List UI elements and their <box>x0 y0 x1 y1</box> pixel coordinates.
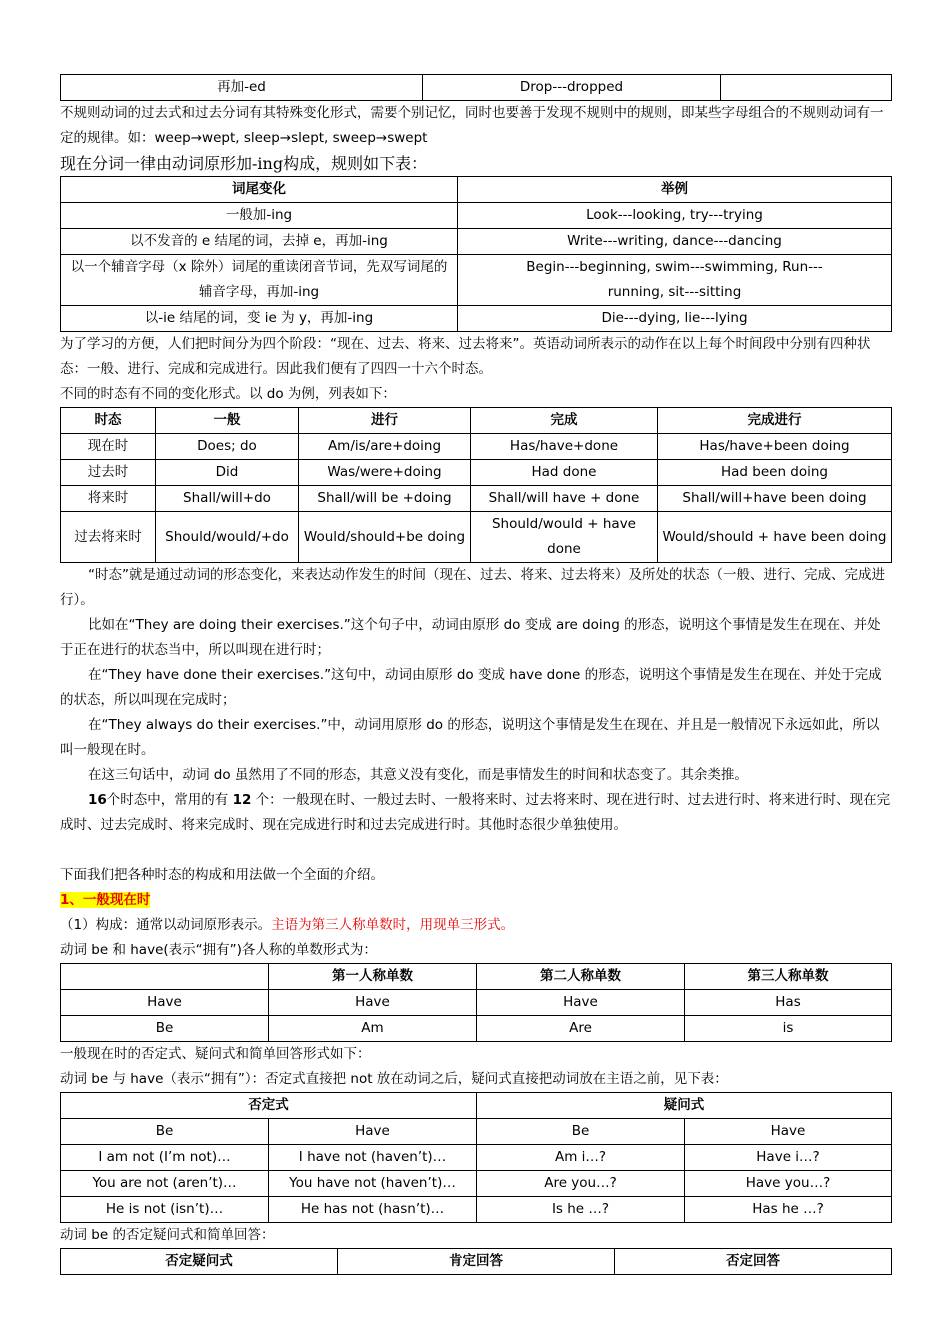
table-cell: Have <box>477 990 685 1016</box>
table-cell: Did <box>156 460 299 486</box>
table-cell: Is he …? <box>477 1197 685 1223</box>
table-cell: Die---dying, lie---lying <box>458 306 892 332</box>
column-header: 完成进行 <box>658 408 892 434</box>
paragraph-irregular: 不规则动词的过去式和过去分词有其特殊变化形式，需要个别记忆，同时也要善于发现不规则中的规则，即某些字母组合的不规则动词有一定的规律。如：weep→wept, sleep→slept, sweep→swept <box>60 105 884 146</box>
table-cell: Had been doing <box>658 460 892 486</box>
column-header: 进行 <box>299 408 471 434</box>
paragraph-example-4: 在这三句话中，动词 do 虽然用了不同的形态，其意义没有变化，而是事情发生的时间和状态变了。其余类推。 <box>88 767 748 783</box>
table-ing-rules <box>60 176 892 332</box>
paragraph-stages: 为了学习的方便，人们把时间分为四个阶段：“现在、过去、将来、过去将来”。英语动词所表示的动作在以上每个时间段中分别有四种状态：一般、进行、完成和完成进行。因此我们便有了四四一十六个时态。 <box>60 336 871 377</box>
table-cell: Have <box>685 1119 892 1145</box>
table-cell: Am/is/are+doing <box>299 434 471 460</box>
table-cell: Has <box>685 990 892 1016</box>
table-cell: Would/should+be doing <box>299 512 471 563</box>
table-cell: Drop---dropped <box>423 75 721 101</box>
table-header-row <box>61 1093 892 1119</box>
table-cell: Be <box>61 1016 269 1042</box>
table-tenses <box>60 407 892 563</box>
column-header: 疑问式 <box>477 1093 892 1119</box>
table-cell: Has he …? <box>685 1197 892 1223</box>
table-cell: Shall/will+have been doing <box>658 486 892 512</box>
paragraph-ing-title: 现在分词一律由动词原形加-ing构成，规则如下表： <box>60 154 428 173</box>
table-cell: Write---writing, dance---dancing <box>458 229 892 255</box>
paragraph-definition: “时态”就是通过动词的形态变化，来表达动作发生的时间（现在、过去、将来、过去将来）及所处的状态（一般、进行、完成、完成进行）。 <box>60 567 885 608</box>
paragraph-negative: 一般现在时的否定式、疑问式和简单回答形式如下： <box>60 1046 371 1062</box>
table-header-row <box>61 1249 892 1275</box>
table-cell: Should/would + have done <box>471 512 658 563</box>
table-cell: 过去时 <box>61 460 156 486</box>
column-header: 否定式 <box>61 1093 477 1119</box>
table-cell: Was/were+doing <box>299 460 471 486</box>
table-row <box>61 1197 892 1223</box>
table-row <box>61 255 892 306</box>
table-cell: 以-ie 结尾的词，变 ie 为 y，再加-ing <box>61 306 458 332</box>
table-cell: is <box>685 1016 892 1042</box>
table-cell: Does; do <box>156 434 299 460</box>
paragraph-forms: 不同的时态有不同的变化形式。以 do 为例，列表如下： <box>60 386 396 402</box>
column-header: 一般 <box>156 408 299 434</box>
table-row <box>61 229 892 255</box>
table-cell: I have not (haven’t)… <box>269 1145 477 1171</box>
column-header: 完成 <box>471 408 658 434</box>
paragraph-be-negative: 动词 be 的否定疑问式和简单回答： <box>60 1227 275 1243</box>
column-header: 第三人称单数 <box>685 964 892 990</box>
table-cell: Shall/will be +doing <box>299 486 471 512</box>
table-cell: Should/would/+do <box>156 512 299 563</box>
paragraph-negative-rule: 动词 be 与 have（表示“拥有”）：否定式直接把 not 放在动词之后，疑问式直接把动词放在主语之前，见下表： <box>60 1071 728 1087</box>
table-cell: Look---looking, try---trying <box>458 203 892 229</box>
table-cell: 再加-ed <box>61 75 423 101</box>
paragraph-16-tenses <box>60 788 891 838</box>
column-header: 否定回答 <box>615 1249 892 1275</box>
table-cell: Am <box>269 1016 477 1042</box>
table-cell: Have i…? <box>685 1145 892 1171</box>
table-row <box>61 460 892 486</box>
table-cell: 以不发音的 e 结尾的词，去掉 e，再加-ing <box>61 229 458 255</box>
table-header-row <box>61 964 892 990</box>
table-cell: Are you…? <box>477 1171 685 1197</box>
table-header-row <box>61 177 892 203</box>
table-cell: You have not (haven’t)… <box>269 1171 477 1197</box>
column-header: 举例 <box>458 177 892 203</box>
table-cell: Have <box>269 1119 477 1145</box>
table-row <box>61 75 892 101</box>
table-cell: You are not (aren’t)… <box>61 1171 269 1197</box>
table-row <box>61 203 892 229</box>
table-cell: Have <box>61 990 269 1016</box>
table-negative-answers <box>60 1248 892 1275</box>
column-header <box>61 964 269 990</box>
paragraph-example-2: 在“They have done their exercises.”这句中，动词由原形 do 变成 have done 的形态，说明这个事情是发生在现在、并处于完成的状态，所以叫现在完成时； <box>60 667 882 708</box>
table-cell: Shall/will+do <box>156 486 299 512</box>
table-row <box>61 1145 892 1171</box>
heading-highlight: 1、一般现在时 <box>60 892 151 908</box>
table-cell: Be <box>61 1119 269 1145</box>
paragraph-example-1: 比如在“They are doing their exercises.”这个句子中，动词由原形 do 变成 are doing 的形态，说明这个事情是发生在现在、并处于正在进行的状态当中，所以叫现在进行时； <box>60 617 881 658</box>
table-person-forms <box>60 963 892 1042</box>
column-header: 第一人称单数 <box>269 964 477 990</box>
text-fragment: 个时态中，常用的有 <box>106 792 233 808</box>
table-cell: Am i…? <box>477 1145 685 1171</box>
column-header: 肯定回答 <box>338 1249 615 1275</box>
table-row <box>61 1016 892 1042</box>
column-header: 否定疑问式 <box>61 1249 338 1275</box>
table-cell: Shall/will have + done <box>471 486 658 512</box>
table-cell: Has/have+been doing <box>658 434 892 460</box>
table-cell: Be <box>477 1119 685 1145</box>
table-cell: 以一个辅音字母（x 除外）词尾的重读闭音节词，先双写词尾的辅音字母，再加-ing <box>61 255 458 306</box>
table-header-row <box>61 408 892 434</box>
table-row <box>61 990 892 1016</box>
section-heading-1 <box>60 888 891 913</box>
column-header: 时态 <box>61 408 156 434</box>
spacer <box>60 838 891 863</box>
text-fragment: （1）构成：通常以动词原形表示。 <box>60 917 272 933</box>
text-fragment: 个：一般现在时、一般过去时、一般将来时、过去将来时、现在进行时、过去进行时、将来进行时、现在完成时、过去完成时、将来完成时、现在完成进行时和过去完成进行时。其他时态很少单独使用。 <box>60 792 891 833</box>
table-cell: Are <box>477 1016 685 1042</box>
table-cell: Would/should + have been doing <box>658 512 892 563</box>
document-page <box>60 74 891 1275</box>
table-row <box>61 512 892 563</box>
paragraph-example-3: 在“They always do their exercises.”中，动词用原形 do 的形态，说明这个事情是发生在现在、并且是一般情况下永远如此，所以叫一般现在时。 <box>60 717 880 758</box>
column-header: 第二人称单数 <box>477 964 685 990</box>
column-header: 词尾变化 <box>61 177 458 203</box>
table-cell: Had done <box>471 460 658 486</box>
table-cell: 将来时 <box>61 486 156 512</box>
table-row <box>61 434 892 460</box>
paragraph-be-have: 动词 be 和 have(表示“拥有”)各人称的单数形式为： <box>60 942 377 958</box>
number-16: 16 <box>88 792 107 808</box>
table-cell: 现在时 <box>61 434 156 460</box>
table-row <box>61 1171 892 1197</box>
number-12: 12 <box>232 792 252 808</box>
table-cell: Have you…? <box>685 1171 892 1197</box>
table-cell: He has not (hasn’t)… <box>269 1197 477 1223</box>
table-ed-row <box>60 74 892 101</box>
table-row <box>61 306 892 332</box>
table-subheader-row <box>61 1119 892 1145</box>
table-cell: 一般加-ing <box>61 203 458 229</box>
table-cell: He is not (isn’t)… <box>61 1197 269 1223</box>
table-cell: Has/have+done <box>471 434 658 460</box>
table-cell <box>721 75 892 101</box>
table-cell: Have <box>269 990 477 1016</box>
table-cell: Begin---beginning, swim---swimming, Run---running, sit---sitting <box>458 255 892 306</box>
table-cell: I am not (I’m not)… <box>61 1145 269 1171</box>
paragraph-intro: 下面我们把各种时态的构成和用法做一个全面的介绍。 <box>60 867 384 883</box>
paragraph-structure <box>60 913 891 938</box>
red-note: 主语为第三人称单数时，用现单三形式。 <box>271 917 515 933</box>
table-negative-question <box>60 1092 892 1223</box>
table-cell: 过去将来时 <box>61 512 156 563</box>
table-row <box>61 486 892 512</box>
